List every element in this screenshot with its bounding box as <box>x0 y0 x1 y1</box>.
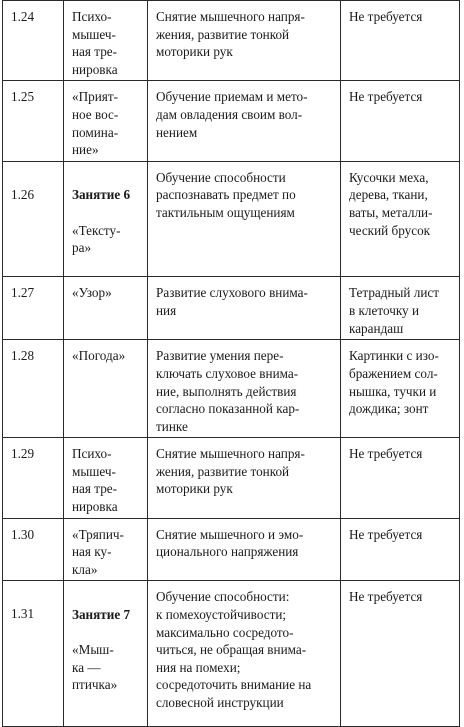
exercise-name: «Погода» <box>64 340 148 438</box>
exercise-materials: Не требуется <box>341 518 460 581</box>
exercise-materials: Кусочки меха, дерева, ткани, ваты, металли- ческий брусок <box>341 161 460 277</box>
table-row <box>3 277 460 340</box>
table-row <box>3 518 460 581</box>
exercise-name-cell <box>64 581 148 727</box>
session-label: Занятие 7 <box>72 607 131 623</box>
lessons-table <box>2 0 460 727</box>
exercise-materials: Не требуется <box>341 1 460 81</box>
table-row <box>3 340 460 438</box>
exercise-number: 1.26 <box>3 161 64 277</box>
exercise-materials: Не требуется <box>341 81 460 161</box>
exercise-goal: Развитие умения пере- ключать слуховое внима- ние, выполнять действия согласно показанной кар- тинке <box>148 340 341 438</box>
exercise-goal: Снятие мышечного напря- жения, развитие тонкой моторики рук <box>148 438 341 518</box>
exercise-materials: Картинки с изо- бражением сол- нышка, тучки и дождика; зонт <box>341 340 460 438</box>
exercise-goal: Снятие мышечного и эмо- ционального напряжения <box>148 518 341 581</box>
exercise-materials: Тетрадный лист в клеточку и карандаш <box>341 277 460 340</box>
exercise-name: «Тексту- ра» <box>72 222 121 256</box>
exercise-number: 1.29 <box>3 438 64 518</box>
table-row <box>3 581 460 727</box>
exercise-name: «Мыш- ка — птичка» <box>72 642 118 693</box>
exercise-number: 1.24 <box>3 1 64 81</box>
table-row <box>3 81 460 161</box>
exercise-name: «Узор» <box>64 277 148 340</box>
exercise-number: 1.30 <box>3 518 64 581</box>
exercise-goal: Обучение способности: к помехоустойчивости; максимально сосредото- читься, не обращая внима- ния на помехи; сосредоточить внимание на словесной инструкции <box>148 581 341 727</box>
exercise-name-cell <box>64 161 148 277</box>
table-row <box>3 1 460 81</box>
session-label: Занятие 6 <box>72 187 131 203</box>
exercise-name: Психо- мышеч- ная тре- нировка <box>64 438 148 518</box>
exercise-name: Психо- мышеч- ная тре- нировка <box>64 1 148 81</box>
exercise-goal: Обучение приемам и мето- дам овладения своим вол- нением <box>148 81 341 161</box>
exercise-materials: Не требуется <box>341 581 460 727</box>
exercise-name: «Тряпич- ная ку- кла» <box>64 518 148 581</box>
exercise-number: 1.28 <box>3 340 64 438</box>
exercise-materials: Не требуется <box>341 438 460 518</box>
table-row <box>3 161 460 277</box>
table-row <box>3 438 460 518</box>
exercise-number: 1.31 <box>3 581 64 727</box>
exercise-number: 1.27 <box>3 277 64 340</box>
exercise-number: 1.25 <box>3 81 64 161</box>
exercise-goal: Развитие слухового внима- ния <box>148 277 341 340</box>
exercise-goal: Снятие мышечного напря- жения, развитие тонкой моторики рук <box>148 1 341 81</box>
exercise-name: «Прият- ное вос- помина- ние» <box>64 81 148 161</box>
exercise-goal: Обучение способности распознавать предмет по тактильным ощущениям <box>148 161 341 277</box>
